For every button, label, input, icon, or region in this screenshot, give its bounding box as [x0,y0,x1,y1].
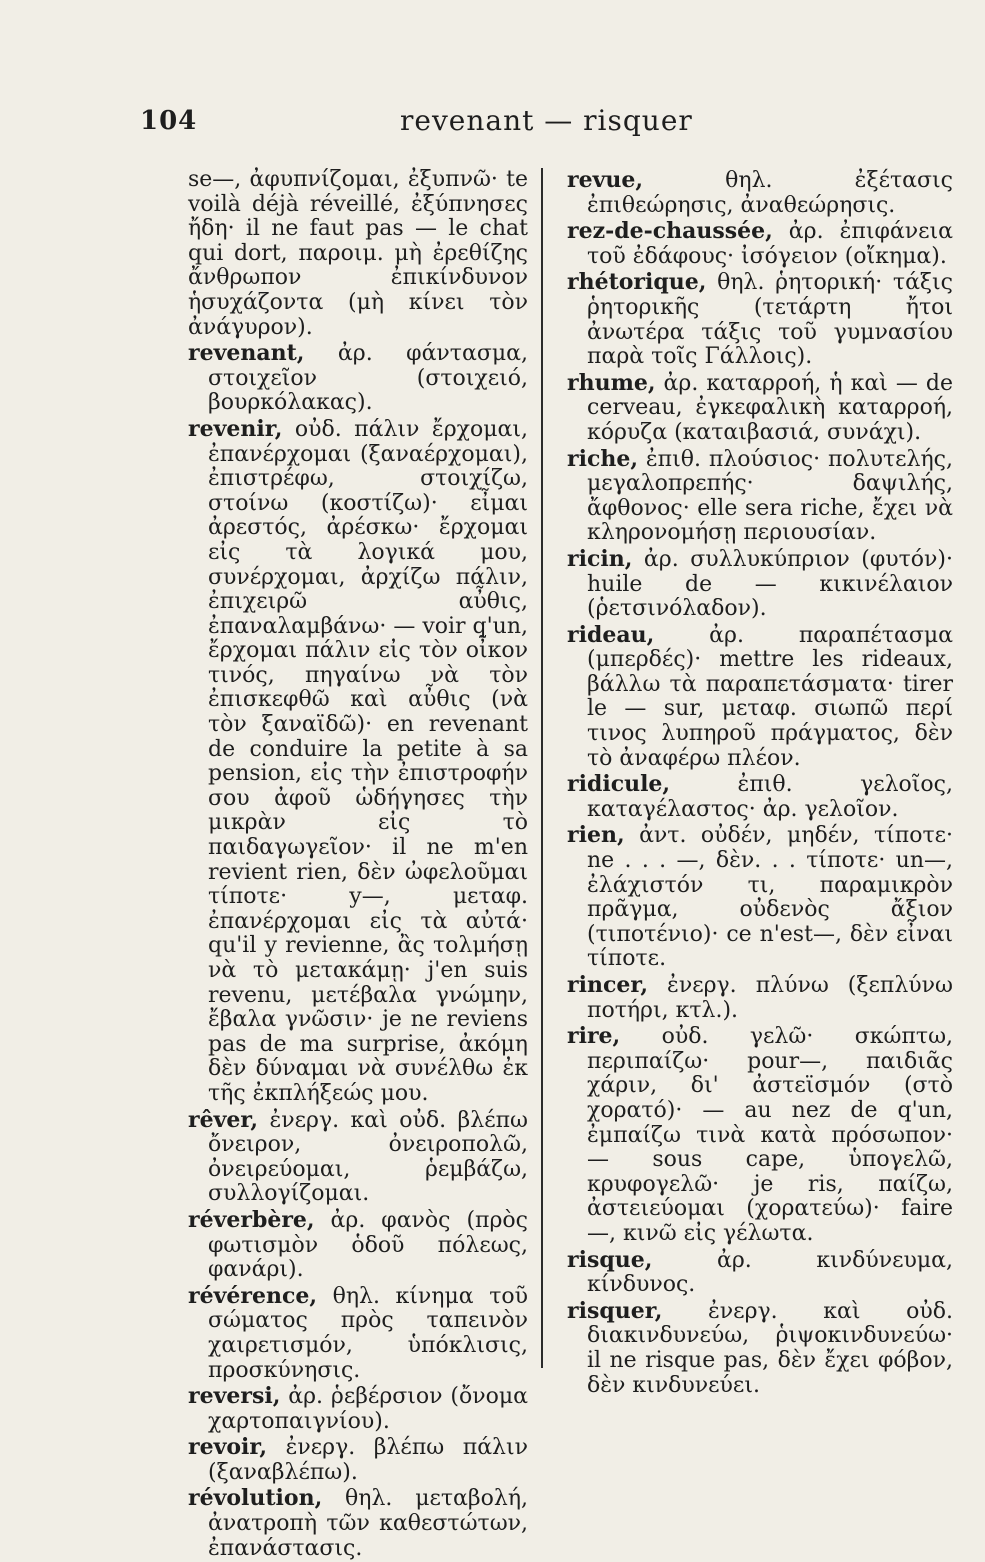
entry-headword: rien, [567,822,625,849]
dictionary-entry [567,623,953,772]
entry-headword: révérence, [188,1282,318,1309]
entry-text: ἀρ. φάντασμα, στοιχεῖον (στοιχειό, βουρκόλακας). [208,341,528,416]
entry-headword: revue, [567,167,644,193]
entry-headword: rire, [567,1023,621,1050]
entry-headword: reversi, [188,1383,281,1410]
dictionary-entry [567,1024,953,1246]
entry-headword: ridicule, [567,771,671,798]
entry-text: ἐνεργ. βλέπω πάλιν (ξαναβλέπω). [208,1435,528,1485]
entry-text: θηλ. ῥητορική· τάξις ῥητορικῆς (τετάρτη ἤτοι ἀνωτέρα τάξις τοῦ γυμνασίου παρὰ τοῖς Γάλλοις). [587,270,953,370]
dictionary-entry [567,1248,953,1298]
dictionary-entry [567,447,953,546]
entry-headword: rhume, [567,369,656,396]
entry-headword: risquer, [567,1297,663,1324]
dictionary-entry [188,1284,528,1383]
entry-text: ἀρ. παραπέτασμα (μπερδές)· mettre les rideaux, βάλλω τὰ παραπετάσματα· tirer le — sur, μεταφ. σιωπῶ περί τινος λυπηροῦ πράγματος, δὲν τὸ ἀναφέρω πλέον. [587,622,953,771]
entry-text: ἐνεργ. καὶ οὐδ. βλέπω ὄνειρον, ὀνειροπολῶ, ὀνειρεύομαι, ῥεμβάζω, συλλογίζομαι. [208,1107,528,1207]
entry-text: ἀρ. ῥεβέρσιον (ὄνομα χαρτοπαιγνίου). [208,1384,528,1434]
dictionary-entry [188,1208,528,1283]
entry-headword: révolution, [188,1485,323,1512]
entry-text: ἐπιθ. γελοῖος, καταγέλαστος· ἀρ. γελοῖον. [587,772,953,822]
entry-headword: revenant, [188,340,305,367]
entry-text: ἀντ. οὐδέν, μηδέν, τίποτε· ne . . . —, δὲν. . . τίποτε· un—, ἐλάχιστόν τι, παραμικρὸν πρᾶγμα, οὐδενὸς ἄξιον (τιποτένιο)· ce n'est—, δὲν εἶναι τίποτε. [587,823,953,972]
entry-text: ἐνεργ. καὶ οὐδ. διακινδυνεύω, ῥιψοκινδυνεύω· il ne risque pas, δὲν ἔχει φόβον, δὲν κινδυνεύει. [587,1298,953,1398]
dictionary-entry [188,168,528,340]
entry-text: οὐδ. γελῶ· σκώπτω, περιπαίζω· pour—, παιδιᾶς χάριν, δι' ἀστεϊσμόν (στὸ χορατό)· — au nez de q'un, ἐμπαίζω τινὰ κατὰ πρόσωπον· — sous cape, ὑπογελῶ, κρυφογελῶ· je ris, παίζω, ἀστειεύομαι (χορατεύω)· faire—, κινῶ εἰς γέλωτα. [587,1024,953,1246]
entry-headword: rhétorique, [567,269,707,296]
entry-headword: risque, [567,1246,653,1273]
dictionary-entry [188,341,528,416]
entry-text: θηλ. μεταβολή, ἀνατροπὴ τῶν καθεστώτων, ἐπανάστασις. [208,1486,528,1561]
entry-text: ἀρ. ἐπιφάνεια τοῦ ἐδάφους· ἰσόγειον (οἴκημα). [587,219,953,269]
entry-headword: rincer, [567,972,648,998]
entry-text: ἀρ. συλλυκύπριον (φυτόν)· huile de — κικινέλαιον (ῥετσινόλαδον). [587,546,953,622]
entry-headword: rez-de-chaussée, [567,218,773,245]
dictionary-entry [188,1108,528,1207]
entry-text: θηλ. κίνημα τοῦ σώματος πρὸς ταπεινὸν χαιρετισμόν, ὑπόκλισις, προσκύνησις. [208,1283,528,1383]
dictionary-entry [567,823,953,972]
entry-text: ἀρ. φανὸς (πρὸς φωτισμὸν ὁδοῦ πόλεως, φανάρι). [208,1207,528,1283]
dictionary-entry [567,371,953,446]
dictionary-entry [188,417,528,1107]
dictionary-entry [567,270,953,369]
dictionary-entry [567,168,953,218]
dictionary-entry [567,547,953,622]
dictionary-entry [567,973,953,1023]
dictionary-entry [188,1384,528,1434]
entry-text: se—, ἀφυπνίζομαι, ἐξυπνῶ· te voilà déjà réveillé, ἐξύπνησες ἤδη· il ne faut pas — le chat qui dort, παροιμ. μὴ ἐρεθίζης ἄνθρωπον ἐπικίνδυνον ἡσυχάζοντα (μὴ κίνει τὸν ἀνάγυρον). [188,167,528,340]
entry-text: θηλ. ἐξέτασις ἐπιθεώρησις, ἀναθεώρησις. [587,168,953,218]
dictionary-entry [188,1435,528,1485]
running-head: revenant — risquer [400,104,693,137]
entry-headword: riche, [567,445,638,472]
entry-text: ἐπιθ. πλούσιος· πολυτελής, μεγαλοπρεπής· δαψιλής, ἄφθονος· elle sera riche, ἔχει νὰ κληρονομήσῃ περιουσίαν. [587,446,953,546]
entry-headword: rêver, [188,1106,259,1133]
dictionary-entry [567,772,953,822]
entry-headword: revenir, [188,415,283,442]
entry-headword: rideau, [567,621,655,648]
right-column [567,168,953,1399]
entry-headword: réverbère, [188,1206,315,1233]
entry-headword: revoir, [188,1434,268,1461]
left-column [188,168,528,1562]
entry-text: ἐνεργ. πλύνω (ξεπλύνω ποτήρι, κτλ.). [587,973,953,1023]
dictionary-entry [567,219,953,269]
entry-text: ἀρ. καταρροή, ἡ καὶ — de cerveau, ἐγκεφαλικὴ καταρροή, κόρυζα (καταιβασιά, συνάχι). [587,370,953,445]
entry-text: οὐδ. πάλιν ἔρχομαι, ἐπανέρχομαι (ξαναέρχομαι), ἐπιστρέφω, στοιχίζω, στοίνω (κοστίζω)· εἶμαι ἀρεστός, ἀρέσκω· ἔρχομαι εἰς τὰ λογικά μου, συνέρχομαι, ἀρχίζω πάλιν, ἐπιχειρῶ αὖθις, ἐπαναλαμβάνω· — voir q'un, ἔρχομαι πάλιν εἰς τὸν οἶκον τινός, πηγαίνω νὰ τὸν ἐπισκεφθῶ καὶ αὖθις (νὰ τὸν ξαναϊδῶ)· en revenant de conduire la petite à sa pension, εἰς τὴν ἐπιστροφήν σου ἀφοῦ ὡδήγησες τὴν μικρὰν εἰς τὸ παιδαγωγεῖον· il ne m'en revient rien, δὲν ὠφελοῦμαι τίποτε· y—, μεταφ. ἐπανέρχομαι εἰς τὰ αὐτά· qu'il y revienne, ἂς τολμήσῃ νὰ τὸ μετακάμῃ· j'en suis revenu, μετέβαλα γνώμην, ἔβαλα γνῶσιν· je ne reviens pas de ma surprise, ἀκόμη δὲν δύναμαι νὰ συνέλθω ἐκ τῆς ἐκπλήξεώς μου. [208,416,528,1106]
dictionary-entry [188,1486,528,1561]
entry-text: ἀρ. κινδύνευμα, κίνδυνος. [587,1247,953,1298]
column-divider [541,168,543,1368]
dictionary-entry [567,1299,953,1398]
page-number: 104 [140,106,198,136]
entry-headword: ricin, [567,545,633,572]
